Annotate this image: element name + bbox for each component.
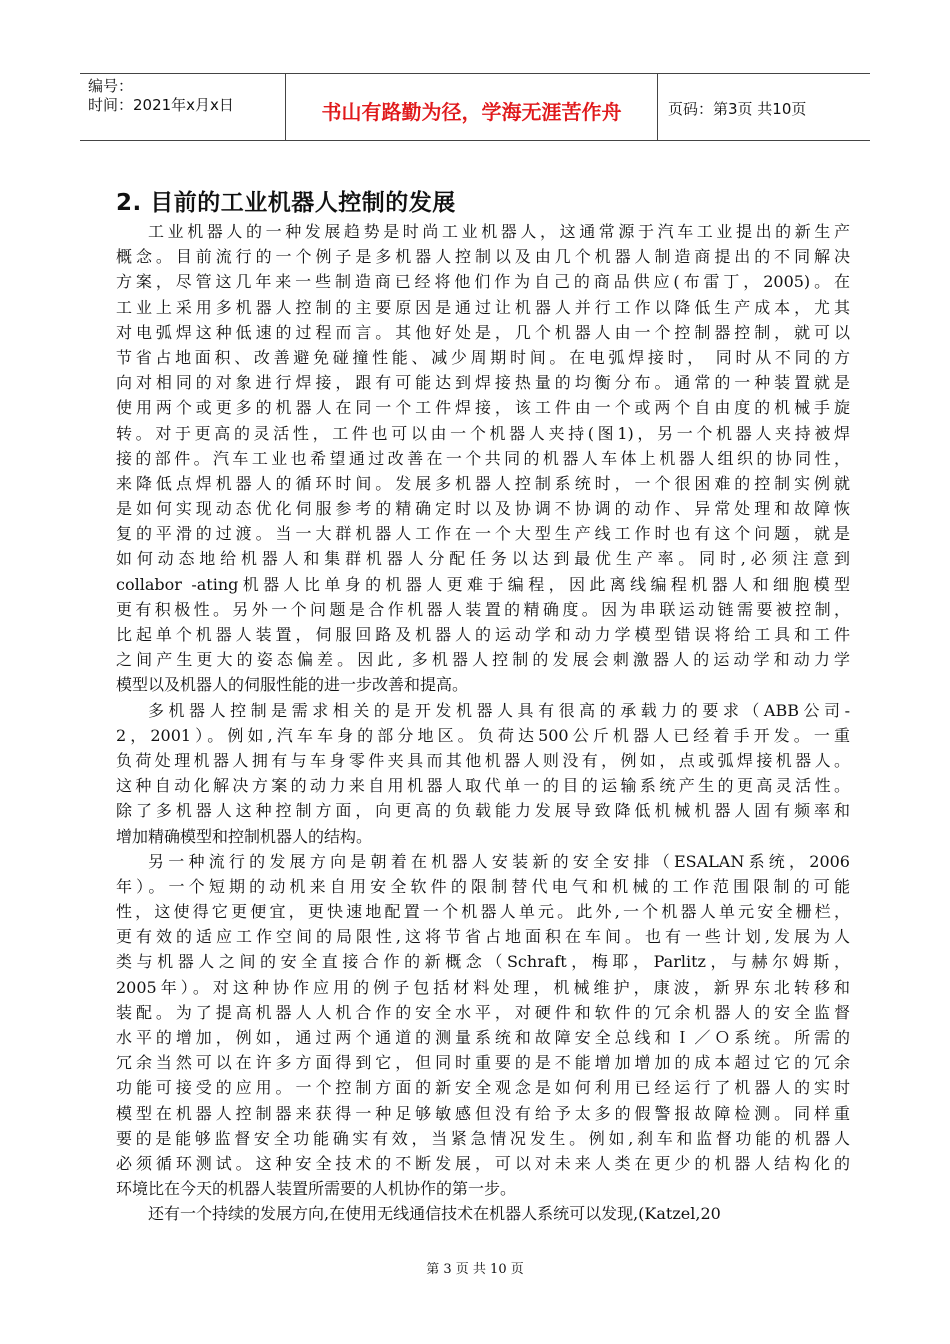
text-line: 冗余当然可以在许多方面得到它，但同时重要的是不能增加增加的成本超过它的冗余	[116, 1053, 850, 1073]
text-line: 转。对于更高的灵活性，工件也可以由一个机器人夹持(图1)，另一个机器人夹持被焊	[116, 423, 850, 443]
text-line: 多机器人控制是需求相关的是开发机器人具有很高的承载力的要求（ABB公司-	[148, 700, 850, 720]
text-line: 要的是能够监督安全功能确实有效，当紧急情况发生。例如,刹车和监督功能的机器人	[116, 1128, 850, 1148]
text-line: 模型在机器人控制器来获得一种足够敏感但没有给予太多的假警报故障检测。同样重	[116, 1103, 850, 1123]
header-meta-cell	[80, 74, 286, 140]
paragraph	[116, 1201, 850, 1226]
text-line: 2，2001）。例如,汽车车身的部分地区。负荷达500公斤机器人已经着手开发。一重	[116, 725, 850, 745]
text-line: 接的部件。汽车工业也希望通过改善在一个共同的机器人车体上机器人组织的协同性，	[116, 448, 850, 468]
section-title: 2. 目前的工业机器人控制的发展	[116, 190, 456, 216]
text-line: 更有效的适应工作空间的局限性,这将节省占地面积在车间。也有一些计划,发展为人	[116, 927, 850, 947]
header-page-info: 页码：第3页 共10页	[668, 100, 807, 118]
text-line: 类与机器人之间的安全直接合作的新概念（Schraft，梅耶，Parlitz，与赫尔姆斯，	[116, 952, 850, 972]
text-line: collabor -ating机器人比单身的机器人更难于编程，因此离线编程机器人和细胞模型	[116, 574, 850, 594]
text-line: 概念。目前流行的一个例子是多机器人控制以及由几个机器人制造商提出的不同解决	[116, 247, 850, 267]
text-line: 2005年）。对这种协作应用的例子包括材料处理，机械维护，康波，新界东北转移和	[116, 977, 850, 997]
text-line: 这种自动化解决方案的动力来自用机器人取代单一的目的运输系统产生的更高灵活性。	[116, 776, 850, 796]
text-line: 来降低点焊机器人的循环时间。发展多机器人控制系统时，一个很困难的控制实例就	[116, 473, 850, 493]
text-line: 性，这使得它更便宜，更快速地配置一个机器人单元。此外,一个机器人单元安全栅栏，	[116, 902, 850, 922]
text-line: 负荷处理机器人拥有与车身零件夹具而其他机器人则没有，例如，点或弧焊接机器人。	[116, 750, 850, 770]
document-date-label: 时间：2021年x月x日	[88, 96, 234, 114]
text-line: 更有积极性。另外一个问题是合作机器人装置的精确度。因为串联运动链需要被控制，	[116, 599, 850, 619]
text-line: 除了多机器人这种控制方面，向更高的负载能力发展导致降低机械机器人固有频率和	[116, 801, 850, 821]
paragraph	[116, 849, 850, 1202]
page-footer: 第 3 页 共 10 页	[426, 1262, 524, 1277]
text-line: 之间产生更大的姿态偏差。因此, 多机器人控制的发展会刺激器人的运动学和动力学	[116, 650, 850, 670]
text-line: 增加精确模型和控制机器人的结构。	[116, 826, 373, 846]
paragraph	[116, 698, 850, 849]
text-line: 水平的增加，例如，通过两个通道的测量系统和故障安全总线和Ｉ／Ｏ系统。所需的	[116, 1028, 850, 1047]
text-line: 对电弧焊这种低速的过程而言。其他好处是，几个机器人由一个控制器控制，就可以	[116, 322, 850, 342]
document-body	[116, 219, 850, 1227]
text-line: 如何动态地给机器人和集群机器人分配任务以达到最优生产率。同时,必须注意到	[116, 549, 850, 569]
document-header	[80, 73, 870, 141]
header-page-cell	[658, 74, 870, 140]
document-number-label: 编号：	[88, 77, 134, 95]
text-line: 装配。为了提高机器人人机合作的安全水平，对硬件和软件的冗余机器人的安全监督	[116, 1002, 850, 1022]
text-line: 环境比在今天的机器人装置所需要的人机协作的第一步。	[116, 1179, 517, 1199]
text-line: 复的平滑的过渡。当一大群机器人工作在一个大型生产线工作时也有这个问题，就是	[116, 524, 850, 544]
text-line: 工业机器人的一种发展趋势是时尚工业机器人，这通常源于汽车工业提出的新生产	[148, 222, 850, 241]
text-line: 节省占地面积、改善避免碰撞性能、减少周期时间。在电弧焊接时， 同时从不同的方	[116, 347, 850, 367]
text-line: 另一种流行的发展方向是朝着在机器人安装新的安全安排（ESALAN系统，2006	[148, 851, 850, 871]
header-motto: 书山有路勤为径，学海无涯苦作舟	[321, 100, 622, 124]
text-line: 模型以及机器人的伺服性能的进一步改善和提高。	[116, 675, 469, 695]
text-line: 必须循环测试。这种安全技术的不断发展，可以对未来人类在更少的机器人结构化的	[116, 1153, 850, 1173]
text-line: 向对相同的对象进行焊接，跟有可能达到焊接热量的均衡分布。通常的一种装置就是	[116, 373, 850, 393]
text-line: 功能可接受的应用。一个控制方面的新安全观念是如何利用已经运行了机器人的实时	[116, 1078, 850, 1098]
header-motto-cell	[286, 74, 658, 140]
text-line: 是如何实现动态优化伺服参考的精确定时以及协调不协调的动作、异常处理和故障恢	[116, 499, 850, 519]
text-line: 还有一个持续的发展方向,在使用无线通信技术在机器人系统可以发现,(Katzel,20	[148, 1204, 721, 1224]
text-line: 比起单个机器人装置，伺服回路及机器人的运动学和动力学模型错误将给工具和工件	[116, 625, 850, 644]
text-line: 工业上采用多机器人控制的主要原因是通过让机器人并行工作以降低生产成本，尤其	[116, 297, 850, 317]
text-line: 使用两个或更多的机器人在同一个工件焊接，该工件由一个或两个自由度的机械手旋	[116, 398, 850, 418]
text-line: 方案，尽管这几年来一些制造商已经将他们作为自己的商品供应(布雷丁，2005)。在	[116, 272, 850, 292]
text-line: 年）。一个短期的动机来自用安全软件的限制替代电气和机械的工作范围限制的可能	[116, 876, 850, 896]
paragraph	[116, 219, 850, 698]
